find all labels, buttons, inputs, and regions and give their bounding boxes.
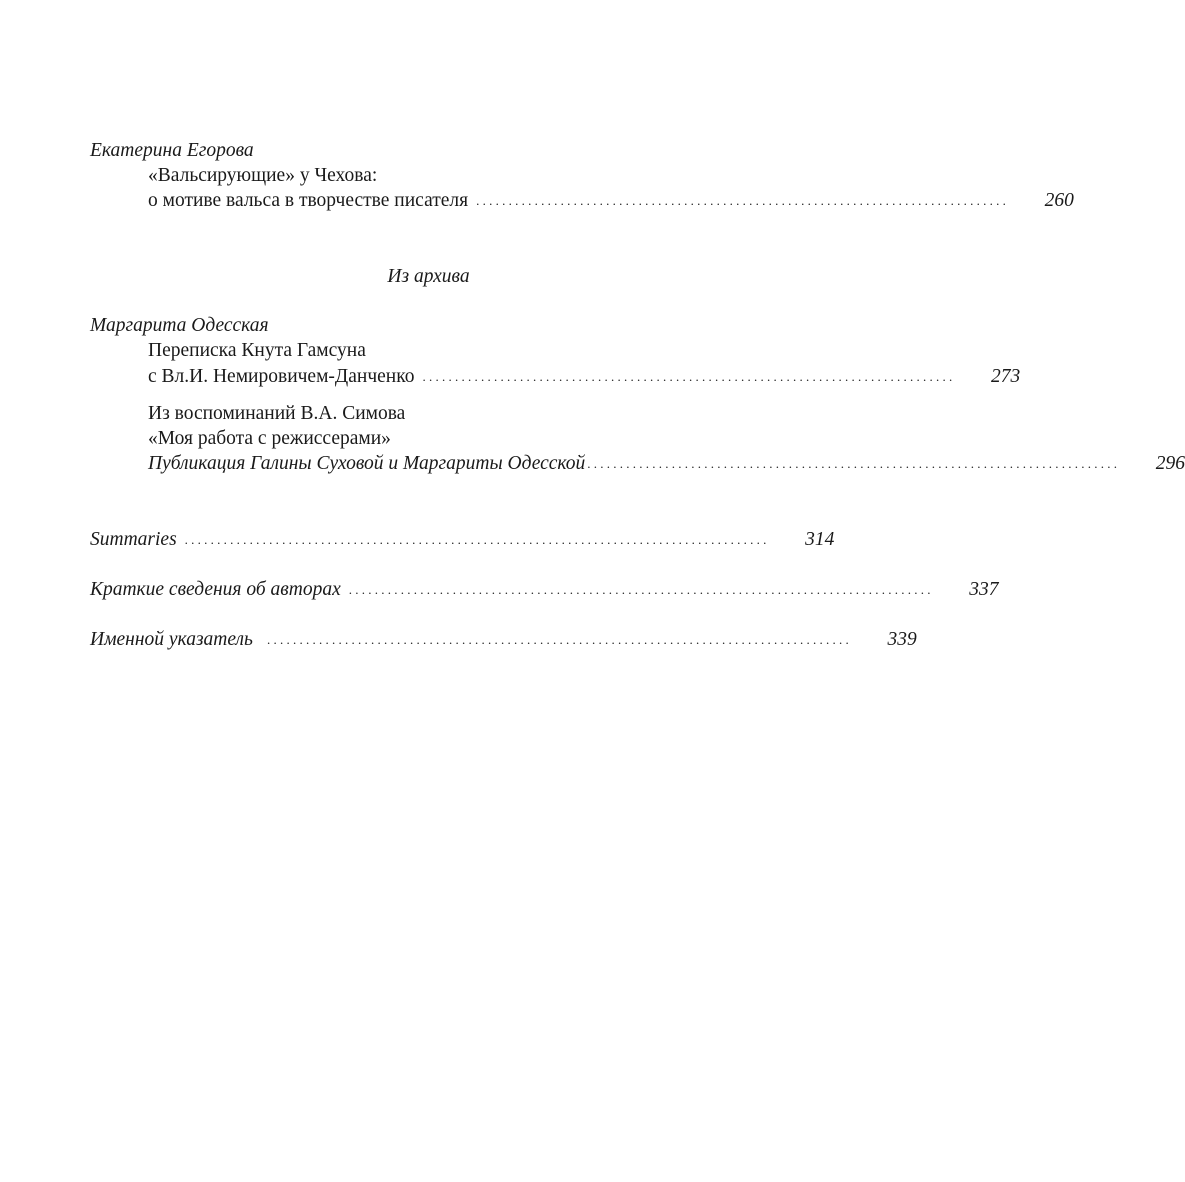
toc-entry-egorova[interactable] xyxy=(148,188,1074,215)
author-odesskaya: Маргарита Одесская xyxy=(90,315,269,336)
article-title-line: о мотиве вальса в творчестве писателя xyxy=(148,190,469,211)
dot-leader: . . . . . . . . . . . . . . . . . . . . . . . . . . . . . . . . . . . . . . . . . . . . . . . . . . . . . . . . . . . . . . . . . . . . . . . . . . . . . . . . . . xyxy=(587,456,1118,471)
toc-entry-hamsun[interactable] xyxy=(148,364,1021,391)
toc-entry-summaries[interactable] xyxy=(90,527,835,554)
toc-entry-index[interactable] xyxy=(90,627,917,654)
article-title-line: «Вальсирующие» у Чехова: xyxy=(148,165,378,186)
section-heading: Из архива xyxy=(387,266,470,287)
dot-leader: . . . . . . . . . . . . . . . . . . . . . . . . . . . . . . . . . . . . . . . . . . . . . . . . . . . . . . . . . . . . . . . . . . . . . . . . . . . . . . . . . . xyxy=(476,193,1006,208)
toc-entry-authors[interactable] xyxy=(90,577,999,604)
page-number: 260 xyxy=(1044,190,1074,211)
toc-entry-simov[interactable] xyxy=(148,451,1185,478)
article-title-line: Переписка Кнута Гамсуна xyxy=(148,340,366,361)
dot-leader: . . . . . . . . . . . . . . . . . . . . . . . . . . . . . . . . . . . . . . . . . . . . . . . . . . . . . . . . . . . . . . . . . . . . . . . . . . . . . . . . . . . . . . . . . . xyxy=(266,632,849,647)
page-number: 339 xyxy=(887,629,917,650)
section-title: Именной указатель xyxy=(90,629,253,650)
page-number: 273 xyxy=(990,366,1021,387)
publication-credit: Публикация Галины Суховой и Маргариты Одесской xyxy=(148,453,586,474)
article-title-line: с Вл.И. Немировичем-Данченко xyxy=(148,366,415,387)
article-title-line: «Моя работа с режиссерами» xyxy=(148,428,391,449)
page-number: 296 xyxy=(1155,453,1185,474)
dot-leader: . . . . . . . . . . . . . . . . . . . . . . . . . . . . . . . . . . . . . . . . . . . . . . . . . . . . . . . . . . . . . . . . . . . . . . . . . . . . . . . . . . xyxy=(422,369,953,384)
section-title: Краткие сведения об авторах xyxy=(90,579,341,600)
author-egorova: Екатерина Егорова xyxy=(90,140,254,161)
dot-leader: . . . . . . . . . . . . . . . . . . . . . . . . . . . . . . . . . . . . . . . . . . . . . . . . . . . . . . . . . . . . . . . . . . . . . . . . . . . . . . . . . . . . . . . . . . xyxy=(348,582,931,597)
page-number: 337 xyxy=(969,579,999,600)
page-number: 314 xyxy=(805,529,835,550)
section-title: Summaries xyxy=(90,529,177,550)
dot-leader: . . . . . . . . . . . . . . . . . . . . . . . . . . . . . . . . . . . . . . . . . . . . . . . . . . . . . . . . . . . . . . . . . . . . . . . . . . . . . . . . . . . . . . . . . . xyxy=(184,532,767,547)
article-title-line: Из воспоминаний В.А. Симова xyxy=(148,403,406,424)
